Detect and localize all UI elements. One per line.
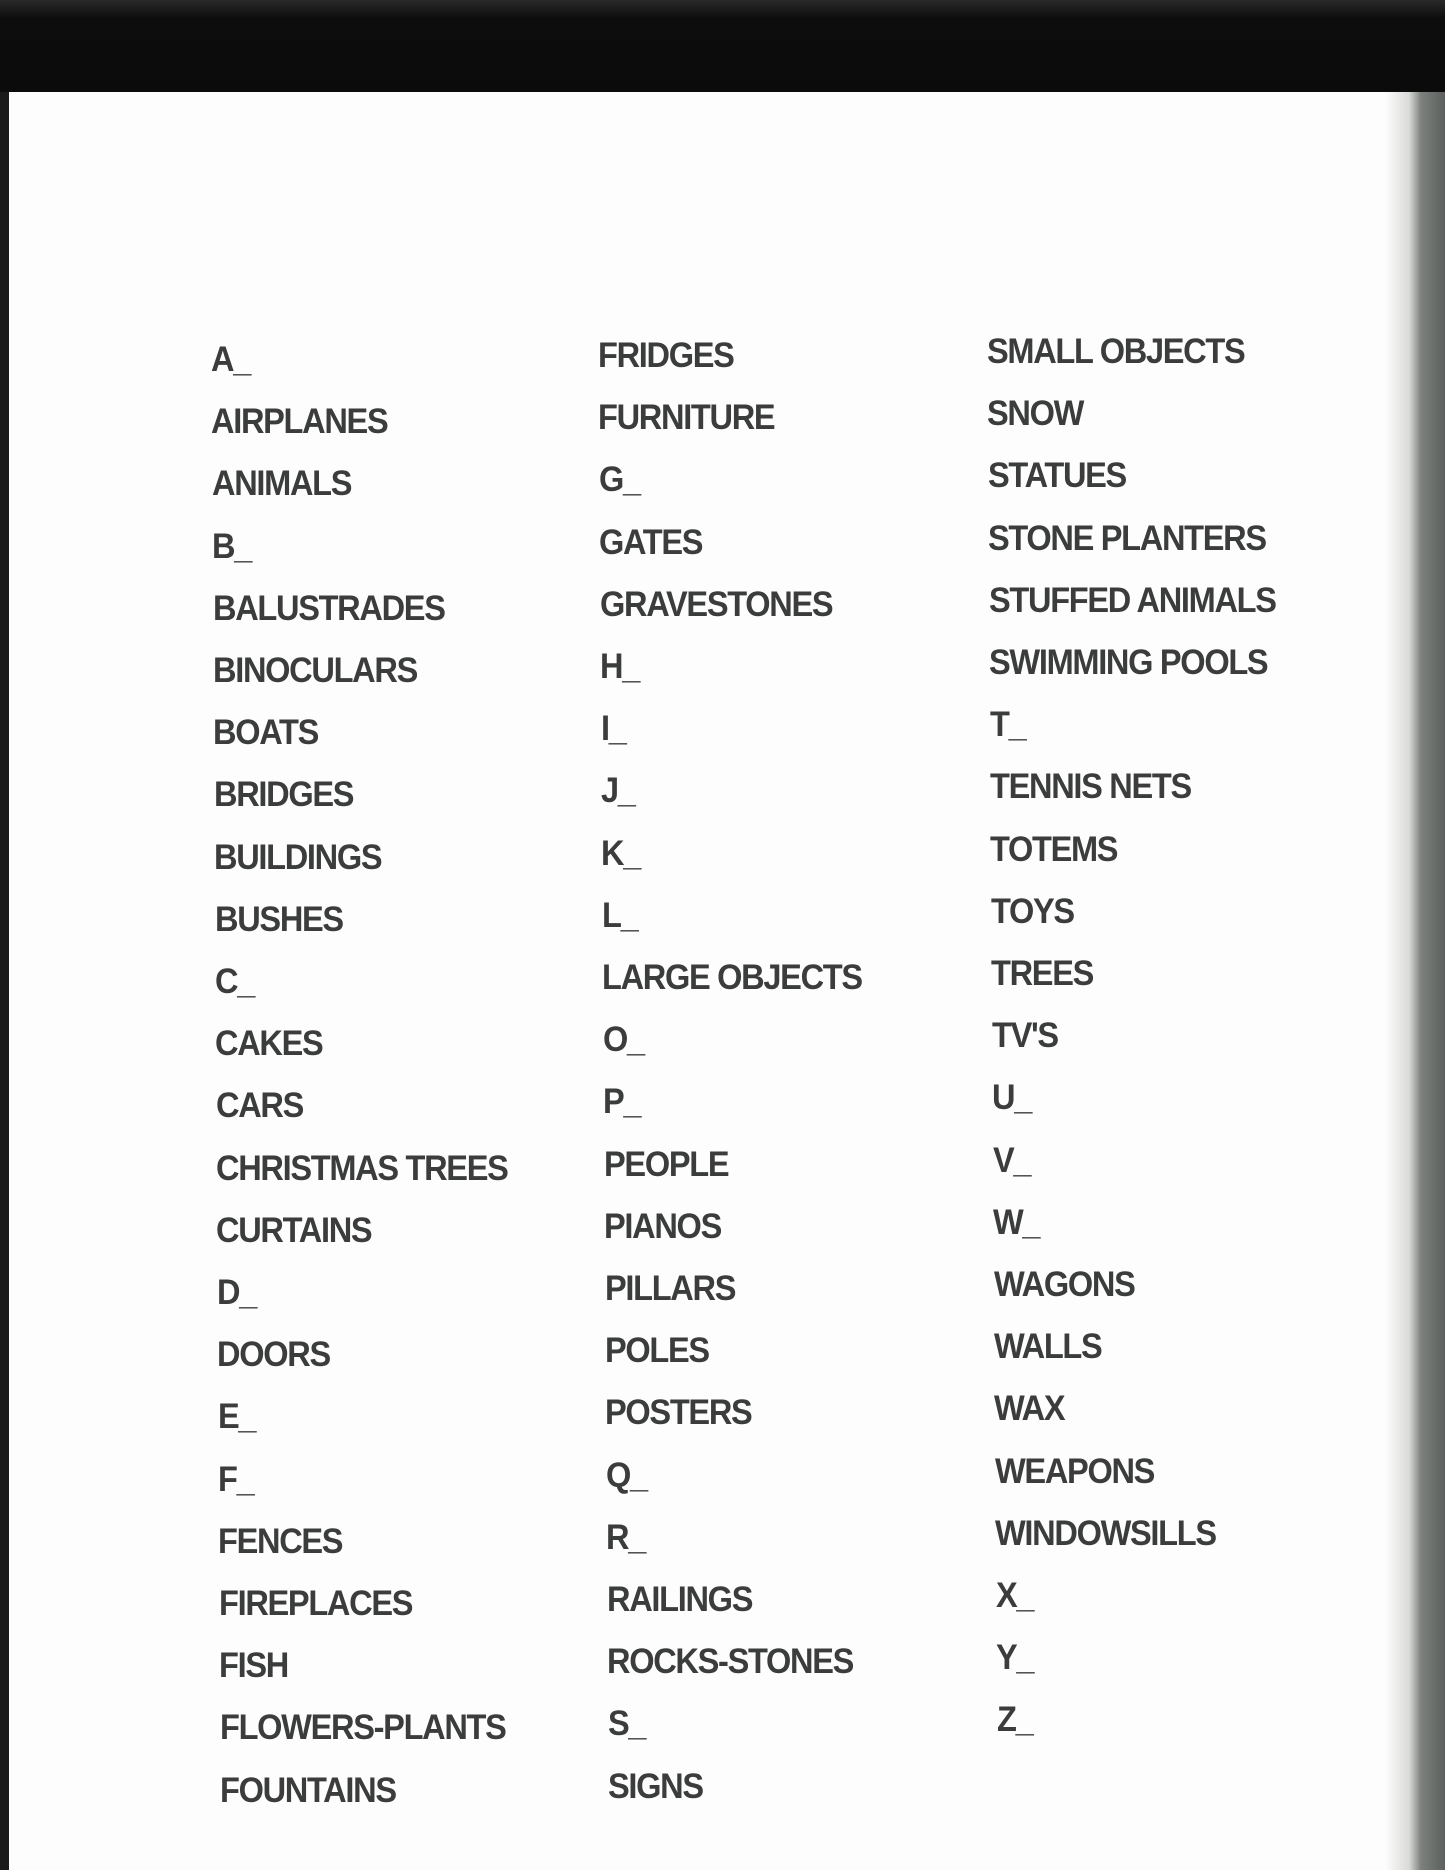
index-entry: H_ bbox=[600, 647, 640, 686]
index-entry: Y_ bbox=[996, 1638, 1034, 1678]
index-entry: GATES bbox=[599, 522, 703, 562]
index-entry: B_ bbox=[212, 526, 252, 566]
index-entry: TENNIS NETS bbox=[990, 767, 1191, 807]
index-entry: BINOCULARS bbox=[212, 651, 417, 690]
index-entry: FISH bbox=[219, 1646, 289, 1686]
index-entry: CHRISTMAS TREES bbox=[216, 1148, 508, 1188]
index-entry: ROCKS-STONES bbox=[607, 1642, 854, 1682]
index-entry: WAGONS bbox=[993, 1265, 1135, 1304]
index-entry: V_ bbox=[992, 1140, 1030, 1180]
index-entry: L_ bbox=[601, 895, 638, 935]
index-entry: A_ bbox=[211, 340, 251, 379]
index-entry: F_ bbox=[218, 1459, 254, 1499]
index-entry: Q_ bbox=[605, 1455, 647, 1495]
index-entry: S_ bbox=[607, 1704, 645, 1744]
index-entry: SNOW bbox=[987, 394, 1084, 434]
index-entry: FOUNTAINS bbox=[220, 1770, 396, 1810]
index-entry: DOORS bbox=[217, 1335, 331, 1375]
index-entry: G_ bbox=[598, 460, 640, 500]
index-entry: SWIMMING POOLS bbox=[989, 643, 1268, 682]
index-entry: E_ bbox=[217, 1397, 255, 1437]
index-entry: BALUSTRADES bbox=[212, 588, 445, 628]
page-gutter-shadow bbox=[1385, 92, 1445, 1870]
index-entry: C_ bbox=[214, 962, 254, 1001]
index-entry: TV'S bbox=[991, 1016, 1058, 1056]
index-entry: WAX bbox=[994, 1389, 1065, 1429]
index-entry: BUILDINGS bbox=[214, 837, 382, 877]
index-entry: FURNITURE bbox=[598, 398, 775, 438]
index-entry: J_ bbox=[601, 771, 635, 811]
index-entry: U_ bbox=[992, 1078, 1032, 1118]
index-entry: POSTERS bbox=[605, 1393, 752, 1433]
index-entry: POLES bbox=[604, 1331, 709, 1371]
index-entry: W_ bbox=[993, 1202, 1040, 1242]
index-entry: STATUES bbox=[987, 456, 1126, 496]
index-entry: BRIDGES bbox=[213, 775, 353, 815]
index-entry: I_ bbox=[600, 709, 626, 749]
index-entry: STUFFED ANIMALS bbox=[988, 580, 1276, 620]
index-entry: WINDOWSILLS bbox=[995, 1513, 1216, 1553]
index-entry: WEAPONS bbox=[994, 1451, 1154, 1491]
index-entry: LARGE OBJECTS bbox=[602, 958, 863, 997]
index-entry: T_ bbox=[989, 705, 1025, 745]
index-entry: SMALL OBJECTS bbox=[987, 332, 1245, 371]
index-entry: P_ bbox=[603, 1082, 641, 1122]
index-entry: O_ bbox=[602, 1020, 644, 1060]
index-entry: CARS bbox=[215, 1086, 303, 1126]
index-entry: FENCES bbox=[218, 1521, 343, 1561]
index-entry: BUSHES bbox=[214, 899, 343, 939]
index-entry: PIANOS bbox=[604, 1206, 722, 1246]
index-entry: FLOWERS-PLANTS bbox=[219, 1708, 506, 1748]
index-entry: CURTAINS bbox=[216, 1210, 372, 1250]
scanner-top-border bbox=[0, 0, 1445, 92]
index-entry: PILLARS bbox=[604, 1269, 735, 1308]
index-entry: AIRPLANES bbox=[211, 402, 388, 442]
index-entry: GRAVESTONES bbox=[599, 584, 833, 624]
index-entry: FIREPLACES bbox=[218, 1584, 412, 1623]
scanner-left-border bbox=[0, 92, 9, 1870]
index-entry: TOTEMS bbox=[990, 829, 1118, 869]
index-entry: BOATS bbox=[213, 713, 319, 753]
index-entry: CAKES bbox=[215, 1024, 323, 1064]
index-entry: Z_ bbox=[996, 1700, 1032, 1740]
index-entry: K_ bbox=[601, 833, 641, 873]
index-entry: TREES bbox=[991, 954, 1094, 993]
index-entry: D_ bbox=[216, 1273, 256, 1312]
index-entry: RAILINGS bbox=[606, 1580, 752, 1619]
index-entry: R_ bbox=[606, 1517, 646, 1557]
index-entry: FRIDGES bbox=[598, 336, 734, 375]
index-entry: ANIMALS bbox=[211, 464, 351, 504]
index-entry: STONE PLANTERS bbox=[988, 518, 1267, 558]
index-entry: TOYS bbox=[990, 891, 1074, 931]
index-entry: WALLS bbox=[993, 1327, 1102, 1367]
index-entry: X_ bbox=[995, 1576, 1033, 1615]
index-entry: SIGNS bbox=[608, 1766, 703, 1806]
index-entry: PEOPLE bbox=[603, 1144, 728, 1184]
